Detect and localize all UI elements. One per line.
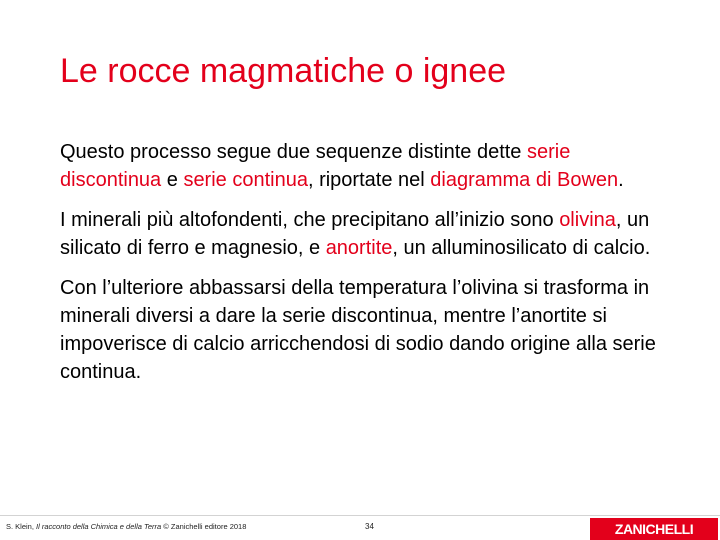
footer-citation — [6, 522, 246, 531]
footer-divider — [0, 515, 720, 516]
paragraph-3 — [60, 274, 670, 386]
p1-text-3: , riportate nel — [307, 169, 431, 191]
zanichelli-logo: ZANICHELLI — [590, 518, 718, 540]
p1-text-4: . — [618, 169, 624, 191]
p1-text-2: e — [161, 169, 184, 191]
p2-text-3: , un alluminosilicato di calcio. — [392, 237, 651, 259]
footer-book-title: Il racconto della Chimica e della Terra — [36, 522, 162, 531]
p1-highlight-diagramma-bowen: diagramma di Bowen — [430, 169, 619, 191]
p1-highlight-serie-discontinua: serie discontinua — [60, 141, 571, 191]
p2-highlight-olivina: olivina — [559, 209, 616, 231]
footer-publisher: © Zanichelli editore 2018 — [161, 522, 247, 531]
footer-author: S. Klein, — [6, 522, 37, 531]
p2-text-2: , un silicato di ferro e magnesio, e — [60, 209, 650, 259]
paragraph-1 — [60, 138, 670, 194]
slide-title: Le rocce magmatiche o ignee — [60, 52, 507, 90]
p2-text-1: I minerali più altofondenti, che precipitano all’inizio sono — [60, 209, 560, 231]
p3-text-1: Con l’ulteriore abbassarsi della temperatura l’olivina si trasforma in minerali diversi a dare la serie discontinua, mentre l’anortite si impoverisce di calcio arricchendosi di sodio dando origine alla serie continua. — [60, 277, 656, 383]
slide-body — [60, 138, 670, 398]
p1-highlight-serie-continua: serie continua — [183, 169, 308, 191]
p1-text-1: Questo processo segue due sequenze distinte dette — [60, 141, 527, 163]
paragraph-2 — [60, 206, 670, 262]
page-number: 34 — [365, 522, 374, 531]
p2-highlight-anortite: anortite — [325, 237, 393, 259]
